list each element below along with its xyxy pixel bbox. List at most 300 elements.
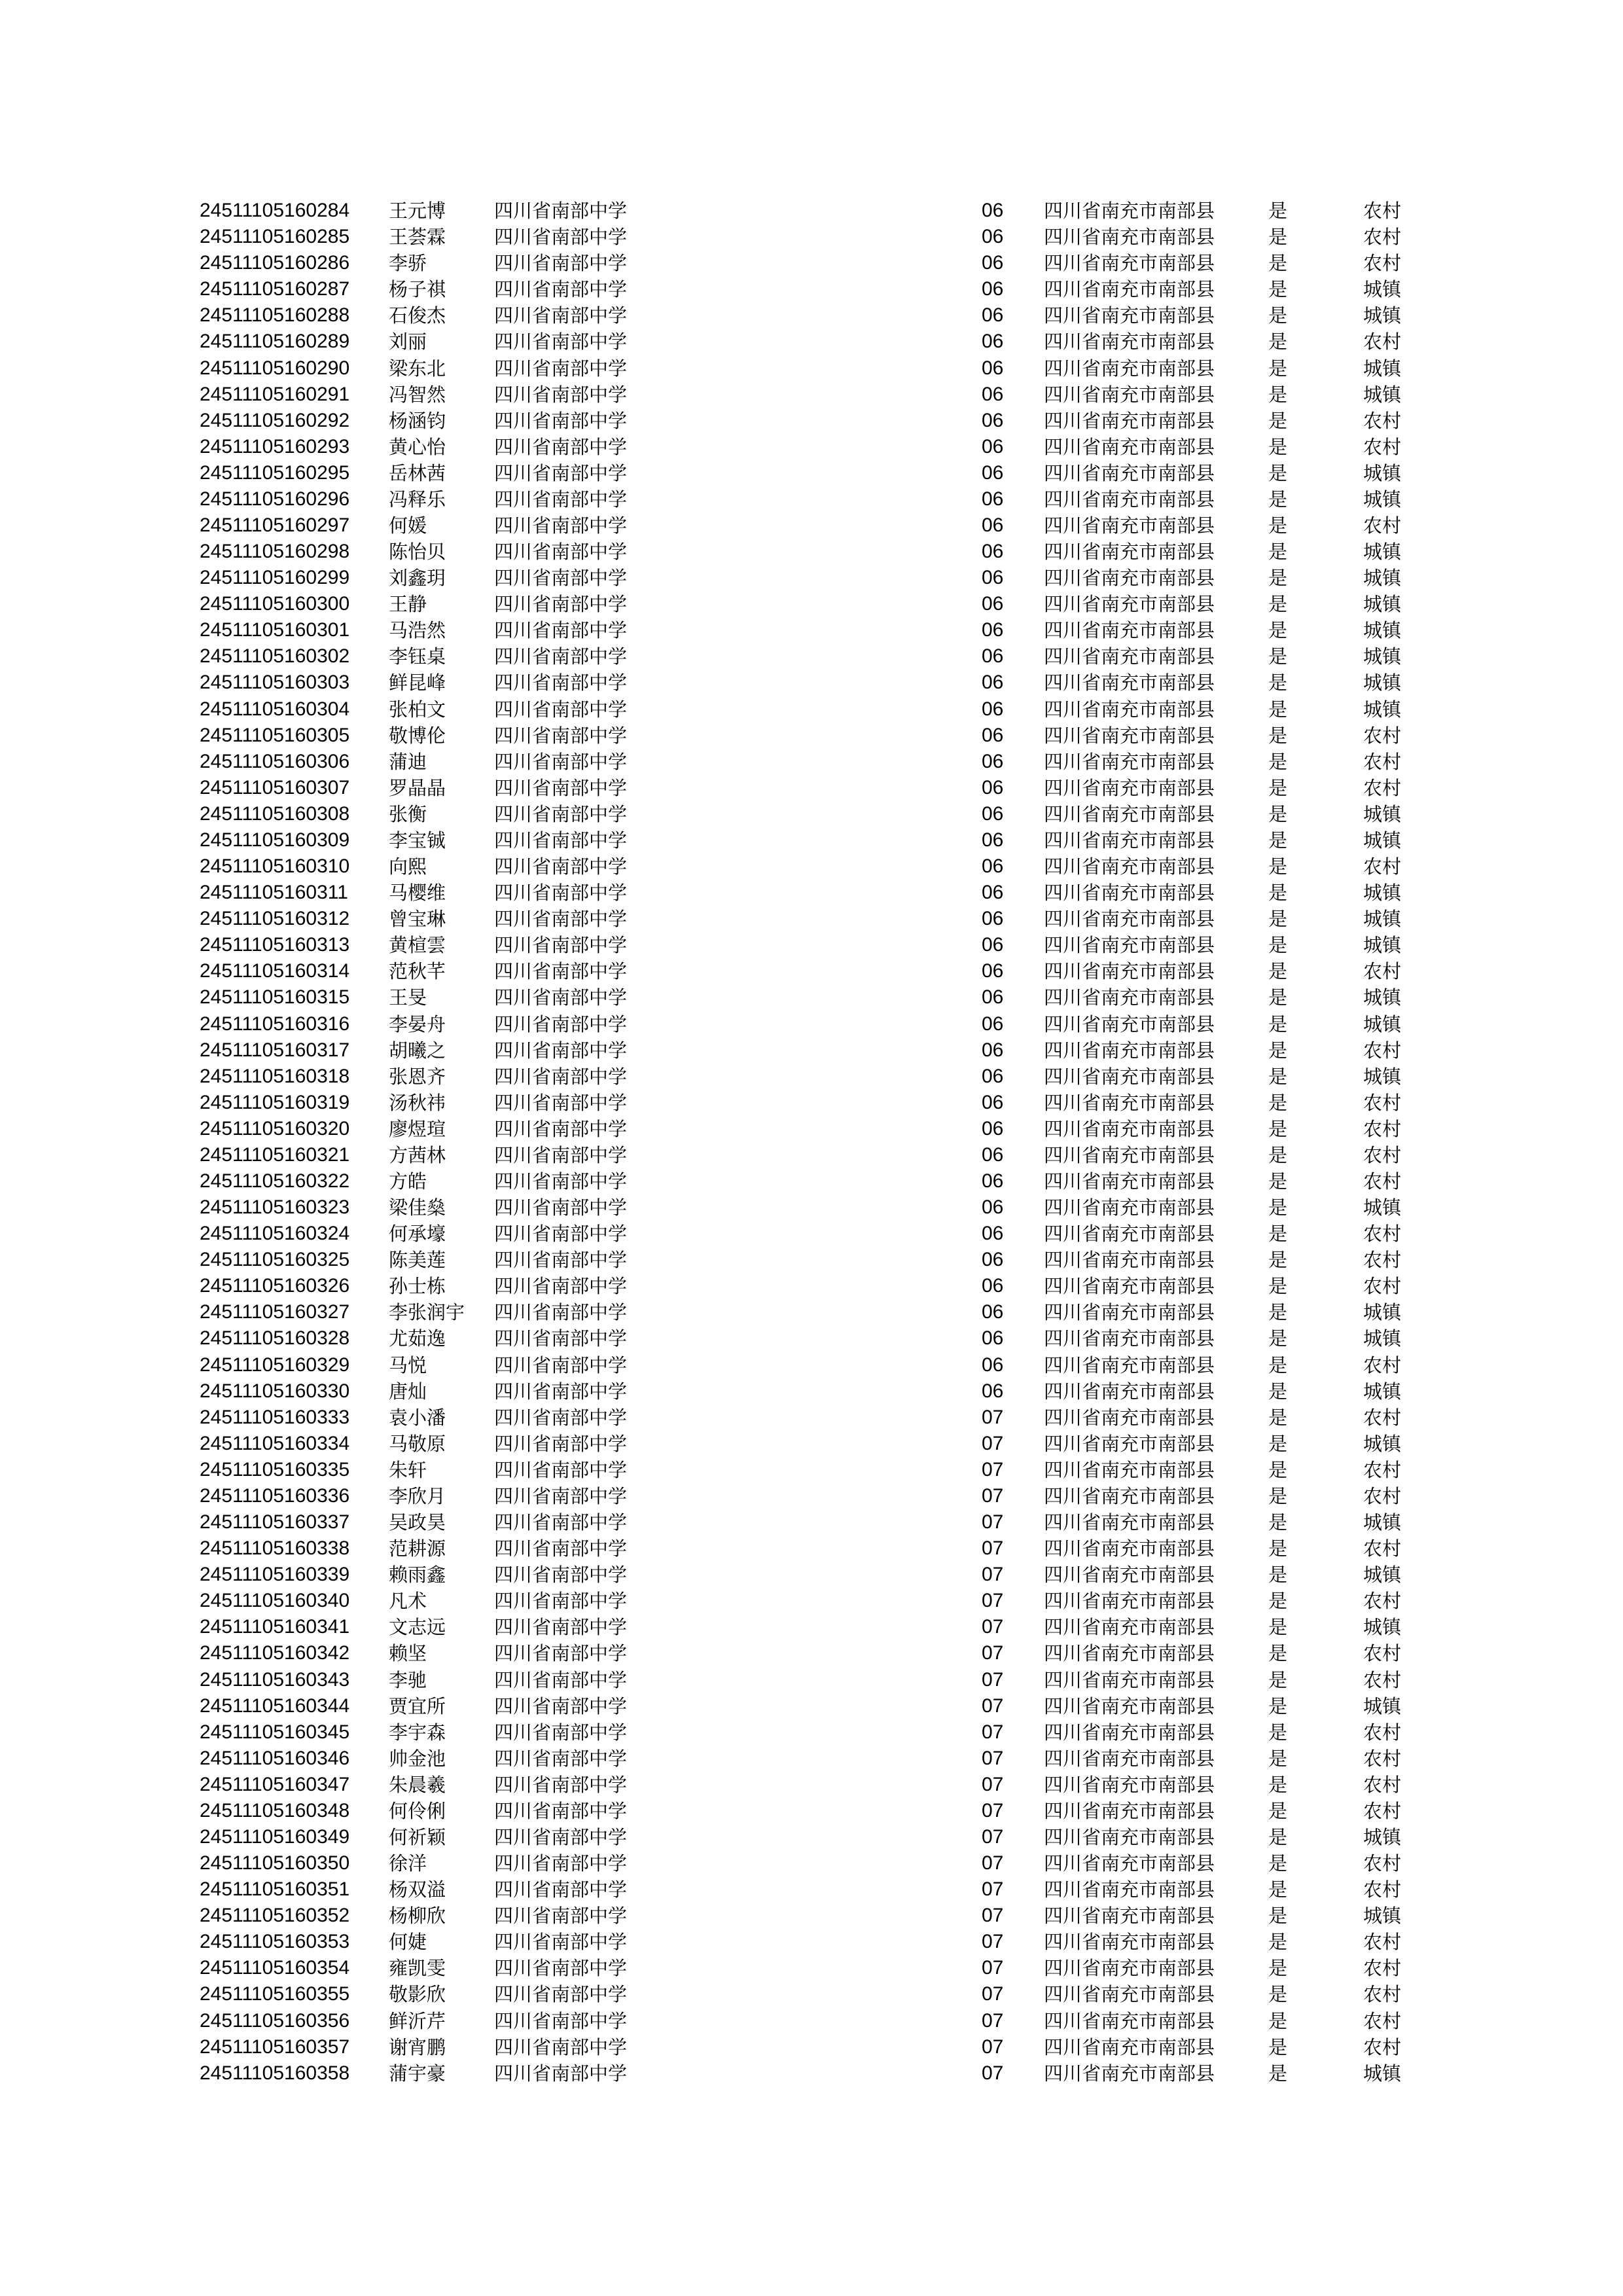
residence-type-cell: 农村 <box>1363 855 1402 878</box>
table-row <box>0 355 1623 382</box>
class-number-cell: 06 <box>982 357 1004 379</box>
table-row <box>0 1457 1623 1483</box>
residence-type-cell: 城镇 <box>1363 383 1402 406</box>
residence-type-cell: 农村 <box>1363 1406 1402 1429</box>
residence-type-cell: 城镇 <box>1363 882 1402 905</box>
student-id-cell: 24511105160334 <box>200 1432 350 1454</box>
table-row <box>0 460 1623 486</box>
flag-cell: 是 <box>1268 645 1288 668</box>
student-name-cell: 何婕 <box>389 1931 427 1954</box>
student-id-cell: 24511105160340 <box>200 1590 350 1612</box>
class-number-cell: 07 <box>982 1590 1004 1612</box>
school-cell: 四川省南部中学 <box>494 776 628 799</box>
residence-type-cell: 城镇 <box>1363 593 1402 616</box>
region-cell: 四川省南充市南部县 <box>1044 1117 1215 1140</box>
student-id-cell: 24511105160307 <box>200 776 350 798</box>
school-cell: 四川省南部中学 <box>494 1564 628 1587</box>
student-name-cell: 梁东北 <box>389 357 446 380</box>
residence-type-cell: 农村 <box>1363 1537 1402 1560</box>
student-name-cell: 朱晨羲 <box>389 1773 446 1796</box>
flag-cell: 是 <box>1268 514 1288 537</box>
flag-cell: 是 <box>1268 1091 1288 1114</box>
student-id-cell: 24511105160292 <box>200 409 350 431</box>
region-cell: 四川省南充市南部县 <box>1044 1013 1215 1035</box>
residence-type-cell: 农村 <box>1363 1143 1402 1166</box>
region-cell: 四川省南充市南部县 <box>1044 855 1215 878</box>
class-number-cell: 07 <box>982 1983 1004 2005</box>
student-id-cell: 24511105160318 <box>200 1065 350 1087</box>
flag-cell: 是 <box>1268 619 1288 642</box>
region-cell: 四川省南充市南部县 <box>1044 1878 1215 1901</box>
school-cell: 四川省南部中学 <box>494 488 628 511</box>
residence-type-cell: 农村 <box>1363 1590 1402 1613</box>
flag-cell: 是 <box>1268 331 1288 353</box>
student-name-cell: 杨柳欣 <box>389 1905 446 1928</box>
region-cell: 四川省南充市南部县 <box>1044 1354 1215 1376</box>
residence-type-cell: 城镇 <box>1363 2062 1402 2085</box>
region-cell: 四川省南充市南部县 <box>1044 1957 1215 1980</box>
class-number-cell: 07 <box>982 1564 1004 1586</box>
school-cell: 四川省南部中学 <box>494 1616 628 1639</box>
flag-cell: 是 <box>1268 802 1288 825</box>
flag-cell: 是 <box>1268 383 1288 406</box>
residence-type-cell: 城镇 <box>1363 1826 1402 1848</box>
class-number-cell: 06 <box>982 1117 1004 1139</box>
region-cell: 四川省南充市南部县 <box>1044 2062 1215 2085</box>
student-name-cell: 王静 <box>389 593 427 616</box>
class-number-cell: 06 <box>982 1249 1004 1271</box>
school-cell: 四川省南部中学 <box>494 1826 628 1848</box>
table-row <box>0 1247 1623 1273</box>
flag-cell: 是 <box>1268 200 1288 222</box>
school-cell: 四川省南部中学 <box>494 1747 628 1770</box>
student-id-cell: 24511105160349 <box>200 1826 350 1848</box>
student-id-cell: 24511105160305 <box>200 724 350 746</box>
school-cell: 四川省南部中学 <box>494 1170 628 1193</box>
student-name-cell: 唐灿 <box>389 1380 427 1403</box>
student-id-cell: 24511105160303 <box>200 672 350 694</box>
residence-type-cell: 农村 <box>1363 1668 1402 1691</box>
flag-cell: 是 <box>1268 1642 1288 1665</box>
flag-cell: 是 <box>1268 226 1288 249</box>
flag-cell: 是 <box>1268 1380 1288 1403</box>
region-cell: 四川省南充市南部县 <box>1044 383 1215 406</box>
school-cell: 四川省南部中学 <box>494 1931 628 1954</box>
student-id-cell: 24511105160286 <box>200 252 350 274</box>
region-cell: 四川省南充市南部县 <box>1044 750 1215 773</box>
residence-type-cell: 城镇 <box>1363 1380 1402 1403</box>
student-name-cell: 贾宜所 <box>389 1695 446 1717</box>
region-cell: 四川省南充市南部县 <box>1044 1931 1215 1954</box>
residence-type-cell: 城镇 <box>1363 1013 1402 1035</box>
flag-cell: 是 <box>1268 1354 1288 1376</box>
student-name-cell: 范秋芊 <box>389 960 446 983</box>
class-number-cell: 06 <box>982 331 1004 353</box>
table-row <box>0 198 1623 224</box>
student-id-cell: 24511105160309 <box>200 829 350 851</box>
student-name-cell: 方茜林 <box>389 1143 446 1166</box>
table-row <box>0 1981 1623 2007</box>
class-number-cell: 06 <box>982 278 1004 300</box>
residence-type-cell: 城镇 <box>1363 908 1402 931</box>
student-id-cell: 24511105160350 <box>200 1852 350 1874</box>
student-name-cell: 何伶俐 <box>389 1799 446 1822</box>
student-id-cell: 24511105160310 <box>200 855 350 877</box>
school-cell: 四川省南部中学 <box>494 435 628 458</box>
school-cell: 四川省南部中学 <box>494 1852 628 1874</box>
student-id-cell: 24511105160351 <box>200 1878 350 1901</box>
student-name-cell: 杨涵钧 <box>389 409 446 432</box>
region-cell: 四川省南充市南部县 <box>1044 435 1215 458</box>
student-name-cell: 马浩然 <box>389 619 446 642</box>
school-cell: 四川省南部中学 <box>494 1091 628 1114</box>
student-id-cell: 24511105160339 <box>200 1564 350 1586</box>
class-number-cell: 06 <box>982 960 1004 982</box>
region-cell: 四川省南充市南部县 <box>1044 461 1215 484</box>
residence-type-cell: 农村 <box>1363 2009 1402 2032</box>
school-cell: 四川省南部中学 <box>494 855 628 878</box>
residence-type-cell: 农村 <box>1363 1484 1402 1507</box>
class-number-cell: 06 <box>982 304 1004 327</box>
school-cell: 四川省南部中学 <box>494 1878 628 1901</box>
region-cell: 四川省南充市南部县 <box>1044 1327 1215 1350</box>
class-number-cell: 06 <box>982 383 1004 405</box>
student-name-cell: 刘鑫玥 <box>389 567 446 590</box>
flag-cell: 是 <box>1268 1616 1288 1639</box>
region-cell: 四川省南充市南部县 <box>1044 1170 1215 1193</box>
class-number-cell: 06 <box>982 435 1004 457</box>
flag-cell: 是 <box>1268 1826 1288 1848</box>
school-cell: 四川省南部中学 <box>494 750 628 773</box>
class-number-cell: 07 <box>982 2036 1004 2058</box>
table-row <box>0 486 1623 512</box>
student-name-cell: 杨双溢 <box>389 1878 446 1901</box>
residence-type-cell: 城镇 <box>1363 1616 1402 1639</box>
class-number-cell: 06 <box>982 1196 1004 1218</box>
flag-cell: 是 <box>1268 1668 1288 1691</box>
flag-cell: 是 <box>1268 541 1288 563</box>
student-id-cell: 24511105160352 <box>200 1905 350 1927</box>
student-id-cell: 24511105160314 <box>200 960 350 982</box>
student-name-cell: 赖坚 <box>389 1642 427 1665</box>
region-cell: 四川省南充市南部县 <box>1044 908 1215 931</box>
class-number-cell: 07 <box>982 1695 1004 1717</box>
region-cell: 四川省南充市南部县 <box>1044 2036 1215 2058</box>
region-cell: 四川省南充市南部县 <box>1044 802 1215 825</box>
student-name-cell: 陈美莲 <box>389 1249 446 1272</box>
student-name-cell: 李晏舟 <box>389 1013 446 1035</box>
table-row <box>0 224 1623 250</box>
residence-type-cell: 农村 <box>1363 1223 1402 1246</box>
residence-type-cell: 城镇 <box>1363 1301 1402 1324</box>
student-id-cell: 24511105160316 <box>200 1013 350 1035</box>
region-cell: 四川省南充市南部县 <box>1044 1432 1215 1455</box>
student-id-cell: 24511105160301 <box>200 619 350 641</box>
class-number-cell: 06 <box>982 1170 1004 1192</box>
flag-cell: 是 <box>1268 1878 1288 1901</box>
class-number-cell: 07 <box>982 1878 1004 1901</box>
table-row <box>0 1667 1623 1693</box>
student-name-cell: 杨子祺 <box>389 278 446 301</box>
residence-type-cell: 农村 <box>1363 724 1402 747</box>
table-row <box>0 723 1623 749</box>
class-number-cell: 07 <box>982 2062 1004 2084</box>
region-cell: 四川省南充市南部县 <box>1044 488 1215 511</box>
student-name-cell: 张恩齐 <box>389 1065 446 1088</box>
school-cell: 四川省南部中学 <box>494 1327 628 1350</box>
region-cell: 四川省南充市南部县 <box>1044 1484 1215 1507</box>
region-cell: 四川省南充市南部县 <box>1044 541 1215 563</box>
flag-cell: 是 <box>1268 1484 1288 1507</box>
school-cell: 四川省南部中学 <box>494 672 628 694</box>
student-name-cell: 岳林茜 <box>389 461 446 484</box>
region-cell: 四川省南充市南部县 <box>1044 226 1215 249</box>
region-cell: 四川省南充市南部县 <box>1044 934 1215 957</box>
table-row <box>0 1090 1623 1116</box>
table-row <box>0 1116 1623 1142</box>
student-id-cell: 24511105160302 <box>200 645 350 668</box>
residence-type-cell: 城镇 <box>1363 934 1402 957</box>
flag-cell: 是 <box>1268 960 1288 983</box>
class-number-cell: 06 <box>982 1039 1004 1061</box>
student-id-cell: 24511105160338 <box>200 1537 350 1560</box>
region-cell: 四川省南充市南部县 <box>1044 1511 1215 1534</box>
residence-type-cell: 农村 <box>1363 1117 1402 1140</box>
class-number-cell: 06 <box>982 672 1004 694</box>
residence-type-cell: 农村 <box>1363 409 1402 432</box>
class-number-cell: 07 <box>982 1458 1004 1480</box>
flag-cell: 是 <box>1268 1143 1288 1166</box>
student-name-cell: 蒲宇豪 <box>389 2062 446 2085</box>
student-name-cell: 黄心怡 <box>389 435 446 458</box>
flag-cell: 是 <box>1268 1747 1288 1770</box>
flag-cell: 是 <box>1268 1039 1288 1062</box>
class-number-cell: 06 <box>982 461 1004 484</box>
student-id-cell: 24511105160356 <box>200 2009 350 2032</box>
school-cell: 四川省南部中学 <box>494 1196 628 1219</box>
student-id-cell: 24511105160284 <box>200 200 350 221</box>
student-id-cell: 24511105160306 <box>200 750 350 772</box>
region-cell: 四川省南充市南部县 <box>1044 1091 1215 1114</box>
student-name-cell: 赖雨鑫 <box>389 1564 446 1587</box>
class-number-cell: 07 <box>982 1721 1004 1743</box>
school-cell: 四川省南部中学 <box>494 226 628 249</box>
residence-type-cell: 农村 <box>1363 1170 1402 1193</box>
table-row <box>0 958 1623 984</box>
class-number-cell: 06 <box>982 1301 1004 1323</box>
region-cell: 四川省南充市南部县 <box>1044 331 1215 353</box>
residence-type-cell: 农村 <box>1363 1799 1402 1822</box>
table-row <box>0 617 1623 643</box>
student-name-cell: 冯释乐 <box>389 488 446 511</box>
residence-type-cell: 农村 <box>1363 960 1402 983</box>
table-row <box>0 1037 1623 1064</box>
school-cell: 四川省南部中学 <box>494 1301 628 1324</box>
residence-type-cell: 农村 <box>1363 1878 1402 1901</box>
flag-cell: 是 <box>1268 304 1288 327</box>
region-cell: 四川省南充市南部县 <box>1044 1301 1215 1324</box>
residence-type-cell: 农村 <box>1363 331 1402 353</box>
flag-cell: 是 <box>1268 672 1288 694</box>
school-cell: 四川省南部中学 <box>494 960 628 983</box>
table-row <box>0 1746 1623 1772</box>
class-number-cell: 06 <box>982 1143 1004 1166</box>
student-id-cell: 24511105160345 <box>200 1721 350 1743</box>
flag-cell: 是 <box>1268 776 1288 799</box>
class-number-cell: 06 <box>982 252 1004 274</box>
region-cell: 四川省南充市南部县 <box>1044 1406 1215 1429</box>
region-cell: 四川省南充市南部县 <box>1044 1564 1215 1587</box>
student-name-cell: 李骄 <box>389 252 427 275</box>
student-name-cell: 张柏文 <box>389 698 446 721</box>
student-name-cell: 冯智然 <box>389 383 446 406</box>
residence-type-cell: 城镇 <box>1363 1905 1402 1928</box>
school-cell: 四川省南部中学 <box>494 1065 628 1088</box>
student-name-cell: 徐洋 <box>389 1852 427 1874</box>
residence-type-cell: 农村 <box>1363 1747 1402 1770</box>
residence-type-cell: 城镇 <box>1363 986 1402 1009</box>
class-number-cell: 06 <box>982 724 1004 746</box>
residence-type-cell: 城镇 <box>1363 1432 1402 1455</box>
residence-type-cell: 农村 <box>1363 776 1402 799</box>
school-cell: 四川省南部中学 <box>494 698 628 721</box>
residence-type-cell: 城镇 <box>1363 698 1402 721</box>
residence-type-cell: 城镇 <box>1363 1065 1402 1088</box>
student-name-cell: 胡曦之 <box>389 1039 446 1062</box>
school-cell: 四川省南部中学 <box>494 1249 628 1272</box>
school-cell: 四川省南部中学 <box>494 357 628 380</box>
student-id-cell: 24511105160343 <box>200 1668 350 1691</box>
flag-cell: 是 <box>1268 1406 1288 1429</box>
student-id-cell: 24511105160297 <box>200 514 350 536</box>
residence-type-cell: 城镇 <box>1363 357 1402 380</box>
flag-cell: 是 <box>1268 1905 1288 1928</box>
region-cell: 四川省南充市南部县 <box>1044 1065 1215 1088</box>
class-number-cell: 07 <box>982 1484 1004 1507</box>
residence-type-cell: 农村 <box>1363 1931 1402 1954</box>
class-number-cell: 06 <box>982 1013 1004 1035</box>
class-number-cell: 07 <box>982 1773 1004 1795</box>
residence-type-cell: 农村 <box>1363 2036 1402 2058</box>
flag-cell: 是 <box>1268 1065 1288 1088</box>
school-cell: 四川省南部中学 <box>494 1721 628 1744</box>
student-name-cell: 蒲迪 <box>389 750 427 773</box>
student-name-cell: 何承壕 <box>389 1223 446 1246</box>
student-id-cell: 24511105160330 <box>200 1380 350 1402</box>
school-cell: 四川省南部中学 <box>494 1143 628 1166</box>
table-row <box>0 1483 1623 1509</box>
region-cell: 四川省南充市南部县 <box>1044 619 1215 642</box>
flag-cell: 是 <box>1268 1852 1288 1874</box>
student-id-cell: 24511105160357 <box>200 2036 350 2058</box>
residence-type-cell: 城镇 <box>1363 1196 1402 1219</box>
region-cell: 四川省南充市南部县 <box>1044 1196 1215 1219</box>
flag-cell: 是 <box>1268 1458 1288 1481</box>
table-row <box>0 1142 1623 1168</box>
student-id-cell: 24511105160323 <box>200 1196 350 1218</box>
residence-type-cell: 农村 <box>1363 750 1402 773</box>
student-id-cell: 24511105160322 <box>200 1170 350 1192</box>
student-name-cell: 黄楦雲 <box>389 934 446 957</box>
flag-cell: 是 <box>1268 698 1288 721</box>
school-cell: 四川省南部中学 <box>494 1380 628 1403</box>
table-row <box>0 539 1623 565</box>
residence-type-cell: 农村 <box>1363 1642 1402 1665</box>
class-number-cell: 06 <box>982 1091 1004 1113</box>
flag-cell: 是 <box>1268 934 1288 957</box>
residence-type-cell: 农村 <box>1363 1091 1402 1114</box>
school-cell: 四川省南部中学 <box>494 724 628 747</box>
residence-type-cell: 农村 <box>1363 1957 1402 1980</box>
flag-cell: 是 <box>1268 1957 1288 1980</box>
school-cell: 四川省南部中学 <box>494 1590 628 1613</box>
class-number-cell: 06 <box>982 619 1004 641</box>
school-cell: 四川省南部中学 <box>494 1905 628 1928</box>
class-number-cell: 06 <box>982 514 1004 536</box>
student-id-cell: 24511105160317 <box>200 1039 350 1061</box>
student-name-cell: 孙士栋 <box>389 1275 446 1298</box>
student-name-cell: 帅金池 <box>389 1747 446 1770</box>
region-cell: 四川省南充市南部县 <box>1044 776 1215 799</box>
residence-type-cell: 城镇 <box>1363 802 1402 825</box>
residence-type-cell: 农村 <box>1363 1721 1402 1744</box>
region-cell: 四川省南充市南部县 <box>1044 200 1215 222</box>
student-id-cell: 24511105160358 <box>200 2062 350 2084</box>
student-name-cell: 王元博 <box>389 200 446 222</box>
student-name-cell: 文志远 <box>389 1616 446 1639</box>
student-id-cell: 24511105160288 <box>200 304 350 327</box>
table-row <box>0 1614 1623 1640</box>
school-cell: 四川省南部中学 <box>494 619 628 642</box>
table-row <box>0 1378 1623 1405</box>
school-cell: 四川省南部中学 <box>494 1773 628 1796</box>
student-id-cell: 24511105160347 <box>200 1773 350 1795</box>
residence-type-cell: 农村 <box>1363 1249 1402 1272</box>
student-name-cell: 张衡 <box>389 802 427 825</box>
student-name-cell: 方皓 <box>389 1170 427 1193</box>
flag-cell: 是 <box>1268 1537 1288 1560</box>
school-cell: 四川省南部中学 <box>494 1013 628 1035</box>
student-name-cell: 鲜沂芹 <box>389 2009 446 2032</box>
table-row <box>0 906 1623 932</box>
table-row <box>0 1903 1623 1929</box>
school-cell: 四川省南部中学 <box>494 514 628 537</box>
flag-cell: 是 <box>1268 1196 1288 1219</box>
student-name-cell: 李钰桌 <box>389 645 446 668</box>
region-cell: 四川省南充市南部县 <box>1044 1143 1215 1166</box>
student-name-cell: 汤秋祎 <box>389 1091 446 1114</box>
student-id-cell: 24511105160285 <box>200 226 350 248</box>
table-row <box>0 827 1623 853</box>
class-number-cell: 07 <box>982 1931 1004 1953</box>
class-number-cell: 07 <box>982 1537 1004 1560</box>
region-cell: 四川省南充市南部县 <box>1044 304 1215 327</box>
school-cell: 四川省南部中学 <box>494 882 628 905</box>
table-row <box>0 1929 1623 1955</box>
table-row <box>0 276 1623 302</box>
region-cell: 四川省南充市南部县 <box>1044 593 1215 616</box>
school-cell: 四川省南部中学 <box>494 383 628 406</box>
table-row <box>0 984 1623 1011</box>
region-cell: 四川省南充市南部县 <box>1044 1616 1215 1639</box>
student-id-cell: 24511105160344 <box>200 1695 350 1717</box>
student-name-cell: 曾宝琳 <box>389 908 446 931</box>
table-row <box>0 250 1623 276</box>
table-row <box>0 749 1623 775</box>
table-row <box>0 382 1623 408</box>
flag-cell: 是 <box>1268 1327 1288 1350</box>
class-number-cell: 07 <box>982 1642 1004 1664</box>
